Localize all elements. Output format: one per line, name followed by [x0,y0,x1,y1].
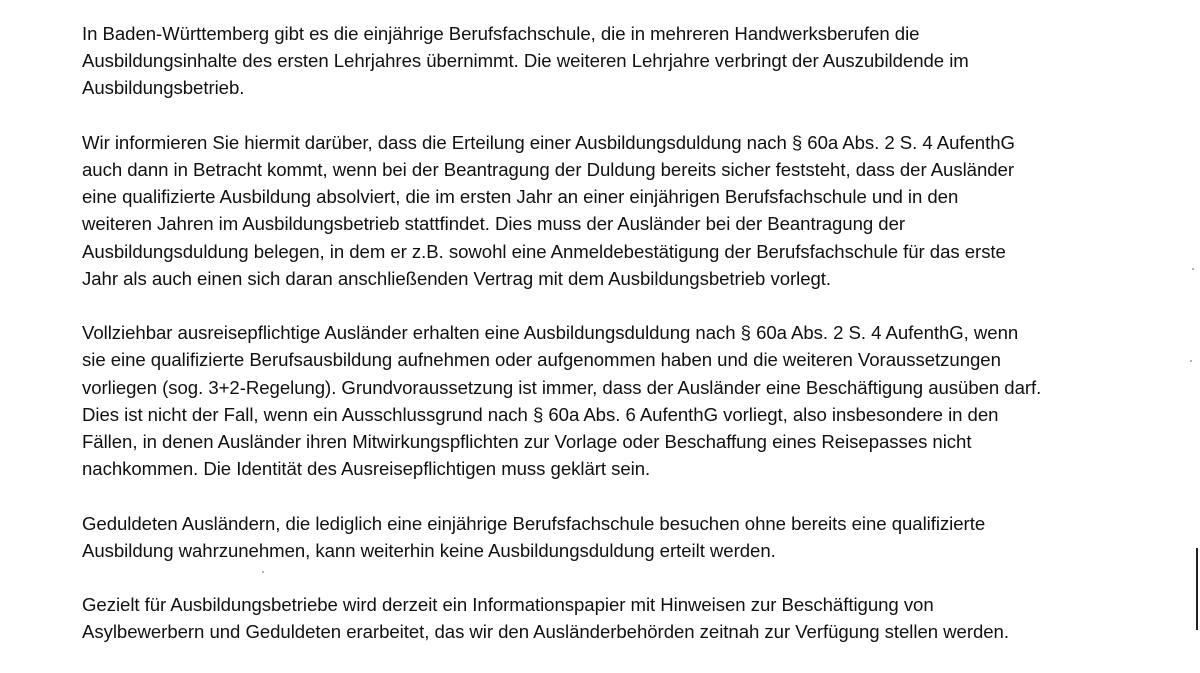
text-line: auch dann in Betracht kommt, wenn bei der Beantragung der Duldung bereits sicher feststeht, dass der Ausländer [82,159,1014,180]
text-line: Wir informieren Sie hiermit darüber, dass die Erteilung einer Ausbildungsduldung nach § 60a Abs. 2 S. 4 AufenthG [82,131,1015,153]
scan-speck [1190,360,1192,362]
text-line: Dies ist nicht der Fall, wenn ein Ausschlussgrund nach § 60a Abs. 6 AufenthG vorliegt, also insbesondere in den [82,403,999,425]
scan-edge-line [1196,548,1198,630]
text-line: Fällen, in denen Ausländer ihren Mitwirkungspflichten zur Vorlage oder Beschaffung eines Reisepasses nicht [82,431,972,453]
text-line: vorliegen (sog. 3+2-Regelung). Grundvoraussetzung ist immer, dass der Ausländer eine Beschäftigung ausüben darf. [82,376,1042,398]
text-line: eine qualifizierte Ausbildung absolviert, die im ersten Jahr an einer einjährigen Berufsfachschule und in den [82,186,959,208]
document-body [82,20,1142,673]
text-line: Ausbildungsduldung belegen, in dem er z.B. sowohl eine Anmeldebestätigung der Berufsfachschule für das erste [82,240,1006,262]
text-line: In Baden-Württemberg gibt es die einjährige Berufsfachschule, die in mehreren Handwerksberufen die [82,23,920,44]
text-line: Vollziehbar ausreisepflichtige Ausländer erhalten eine Ausbildungsduldung nach § 60a Abs. 2 S. 4 AufenthG, wenn [82,322,1019,344]
text-line: Asylbewerbern und Geduldeten erarbeitet, das wir den Ausländerbehörden zeitnah zur Verfügung stellen werden. [82,621,1009,643]
text-line: Geduldeten Ausländern, die lediglich eine einjährige Berufsfachschule besuchen ohne bereits eine qualifizierte [82,512,986,534]
text-line: sie eine qualifizierte Berufsausbildung aufnehmen oder aufgenommen haben und die weiteren Voraussetzungen [82,349,1001,371]
text-line: Gezielt für Ausbildungsbetriebe wird derzeit ein Informationspapier mit Hinweisen zur Beschäftigung von [82,594,934,616]
paragraph-voraussetzungen [82,319,1142,482]
text-line: Ausbildungsbetrieb. [82,77,245,99]
scan-speck [1192,268,1194,270]
scan-speck [262,571,264,573]
text-line: Ausbildungsinhalte des ersten Lehrjahres übernimmt. Die weiteren Lehrjahre verbringt der Auszubildende im [82,50,969,72]
text-line: Jahr als auch einen sich daran anschließenden Vertrag mit dem Ausbildungsbetrieb vorlegt. [82,267,832,289]
paragraph-ausbildungsduldung-info [82,129,1142,292]
text-line: weiteren Jahren im Ausbildungsbetrieb stattfindet. Dies muss der Ausländer bei der Beantragung der [82,213,906,235]
text-line: Ausbildung wahrzunehmen, kann weiterhin keine Ausbildungsduldung erteilt werden. [82,539,776,561]
paragraph-geduldete [82,510,1142,564]
paragraph-informationspapier [82,591,1142,645]
paragraph-berufsfachschule [82,20,1142,102]
text-line: nachkommen. Die Identität des Ausreisepflichtigen muss geklärt sein. [82,458,651,480]
